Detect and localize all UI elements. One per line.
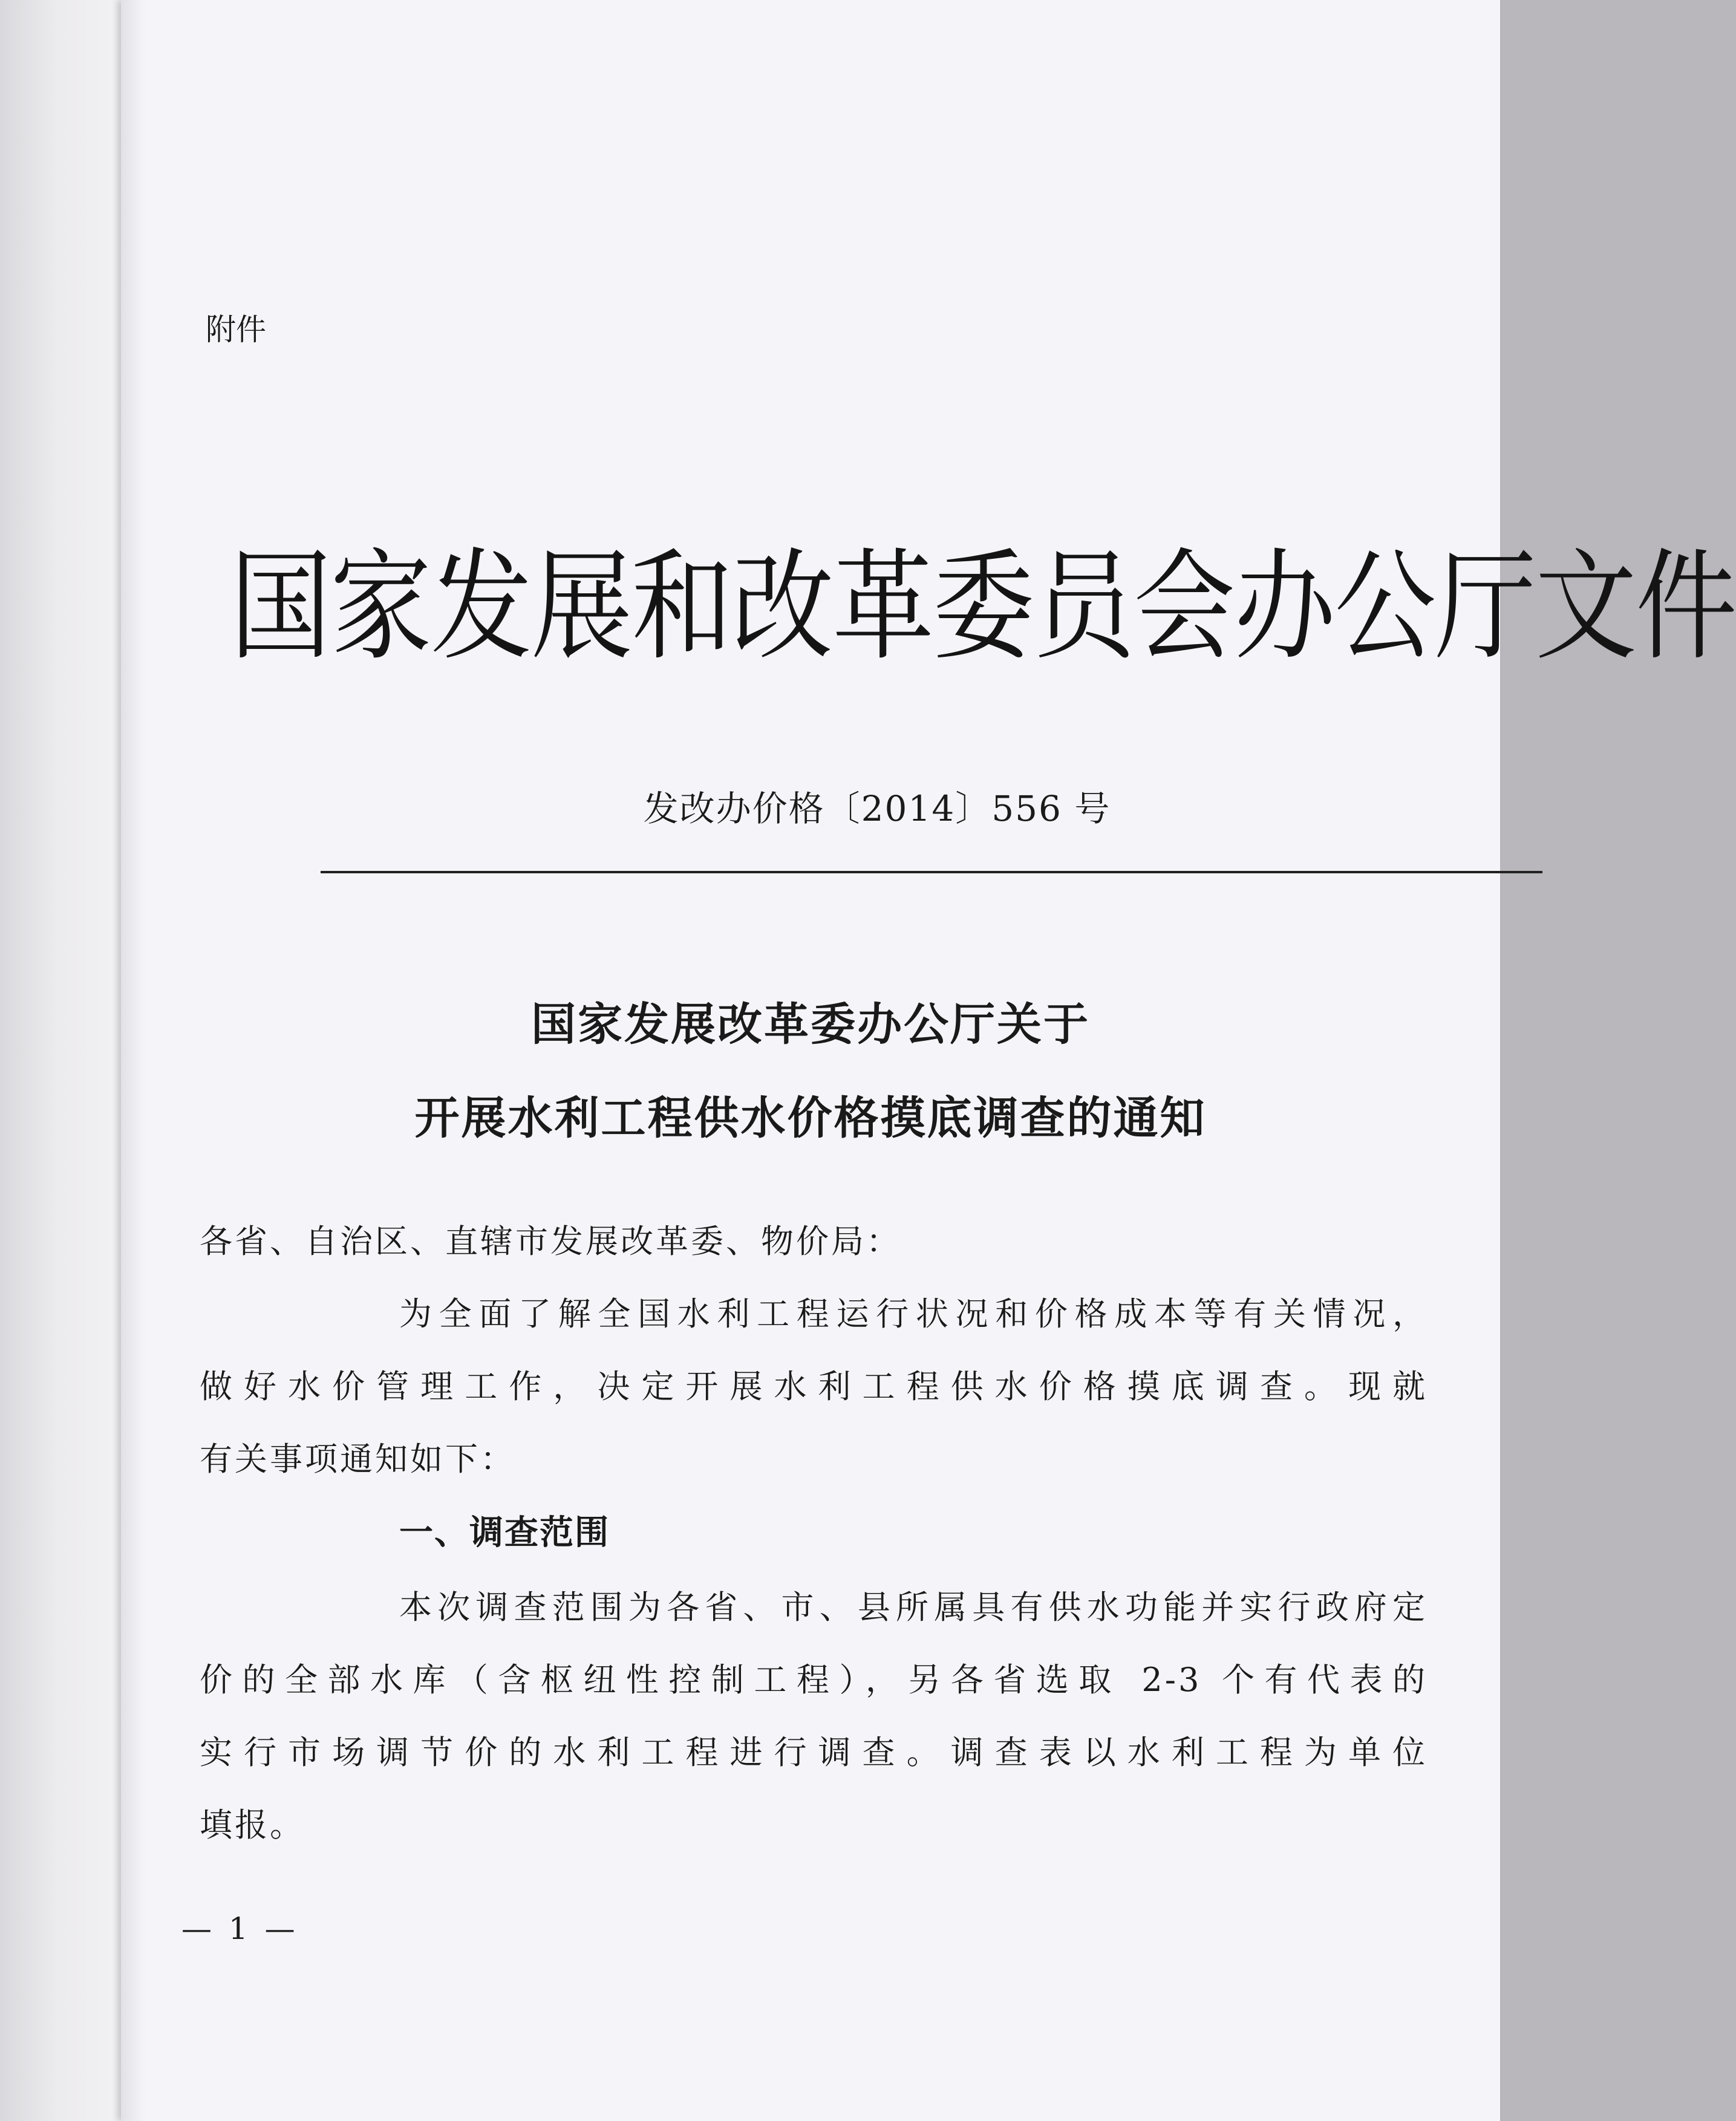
paragraph-1-line-1: 为全面了解全国水利工程运行状况和价格成本等有关情况， bbox=[399, 1295, 1428, 1333]
notice-title-line-1: 国家发展改革委办公厅关于 bbox=[531, 999, 1090, 1051]
paragraph-2-line-3: 实行市场调节价的水利工程进行调查。调查表以水利工程为单位 bbox=[200, 1733, 1428, 1771]
masthead-title: 国家发展和改革委员会办公厅文件 bbox=[230, 536, 1736, 677]
paragraph-2-line-1: 本次调查范围为各省、市、县所属具有供水功能并实行政府定 bbox=[399, 1588, 1428, 1626]
paragraph-1-line-2: 做好水价管理工作，决定开展水利工程供水价格摸底调查。现就 bbox=[200, 1367, 1428, 1406]
notice-title-line-2: 开展水利工程供水价格摸底调查的通知 bbox=[414, 1092, 1207, 1144]
page-number: — 1 — bbox=[181, 1911, 299, 1946]
salutation: 各省、自治区、直辖市发展改革委、物价局： bbox=[200, 1222, 901, 1260]
section-1-heading: 一、调查范围 bbox=[399, 1513, 610, 1552]
masthead-divider bbox=[321, 871, 1542, 873]
document-number: 发改办价格〔2014〕556 号 bbox=[643, 788, 1111, 829]
attachment-label: 附件 bbox=[206, 312, 266, 347]
paragraph-2-line-2: 价的全部水库（含枢纽性控制工程），另各省选取 2-3 个有代表的 bbox=[200, 1661, 1428, 1699]
paragraph-1-line-3: 有关事项通知如下： bbox=[200, 1440, 515, 1478]
paragraph-2-line-4: 填报。 bbox=[200, 1806, 305, 1844]
